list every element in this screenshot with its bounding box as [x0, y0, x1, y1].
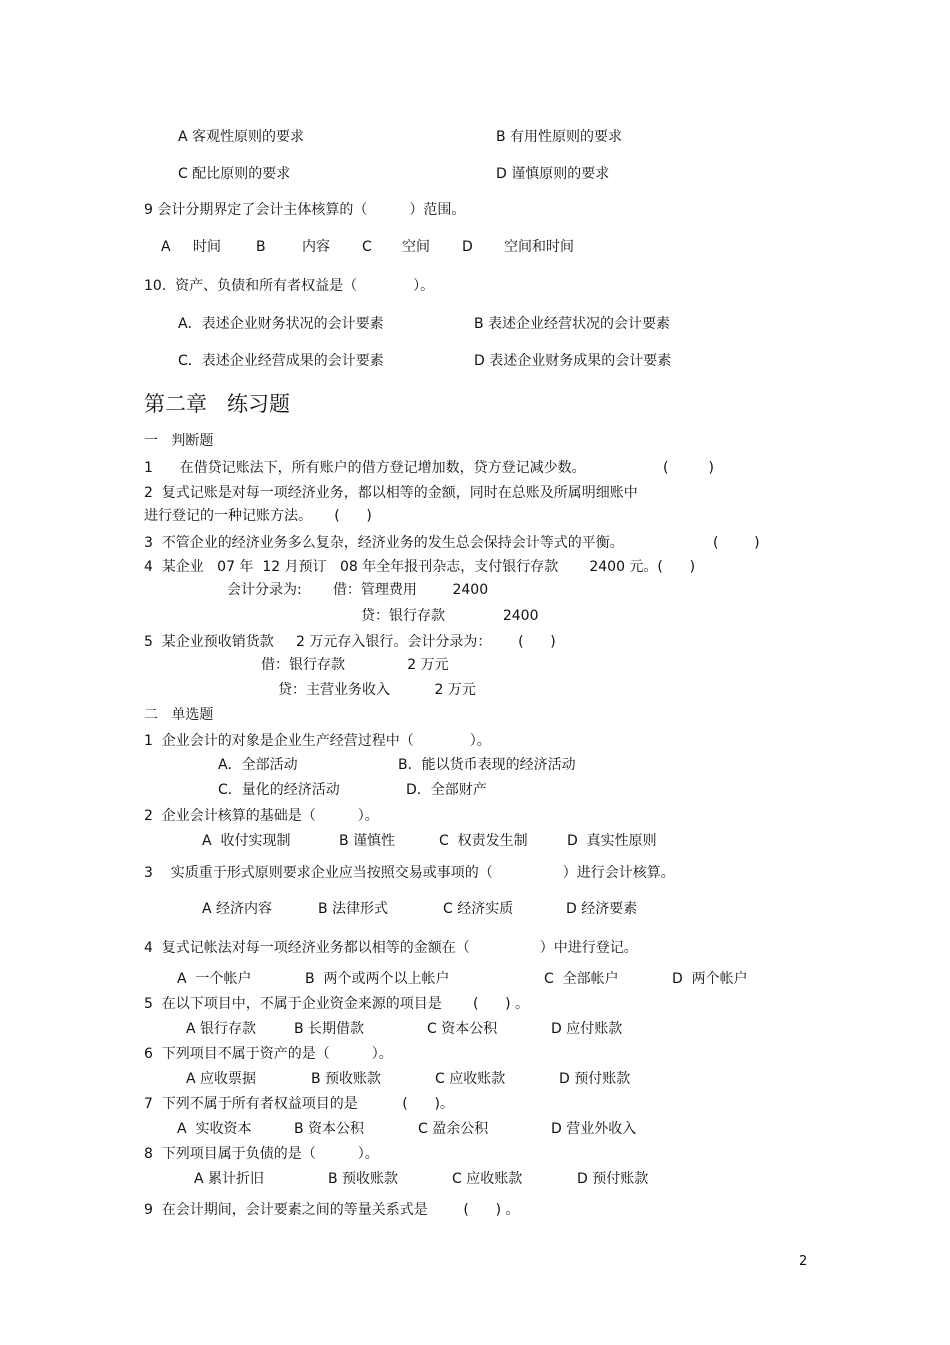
option-text: B．能以货币表现的经济活动	[398, 757, 576, 773]
option-text: A．表述企业财务状况的会计要素	[178, 316, 384, 332]
question-text: 4 某企业 07 年 12 月预订 08 年全年报刊杂志，支付银行存款 2400 元。( )	[144, 559, 696, 575]
answer-paren: ( )	[713, 535, 760, 551]
question-text: 4 复式记帐法对每一项经济业务都以相等的金额在（ ）中进行登记。	[144, 940, 638, 956]
option-text: A 银行存款	[186, 1021, 257, 1037]
option-letter: B	[256, 239, 266, 255]
option-text: A 应收票据	[186, 1071, 257, 1087]
option-text: 内容	[302, 239, 330, 255]
question-text: 10. 资产、负债和所有者权益是（ ）。	[144, 278, 435, 294]
question-text: 9 在会计期间，会计要素之间的等量关系式是 ( ) 。	[144, 1202, 520, 1218]
option-text: B 两个或两个以上帐户	[305, 971, 450, 987]
question-text: 进行登记的一种记账方法。 ( )	[144, 508, 372, 524]
option-text: C 资本公积	[427, 1021, 498, 1037]
question-text: 2 企业会计核算的基础是（ ）。	[144, 808, 379, 824]
option-text: C 经济实质	[443, 901, 514, 917]
option-text: 空间	[402, 239, 430, 255]
question-text: 5 在以下项目中，不属于企业资金来源的项目是 ( ) 。	[144, 996, 530, 1012]
option-text: A 实收资本	[177, 1121, 252, 1137]
option-text: C 应收账款	[452, 1171, 523, 1187]
option-text: A 一个帐户	[177, 971, 252, 987]
option-text: D 营业外收入	[551, 1121, 637, 1137]
option-text: B 表述企业经营状况的会计要素	[474, 316, 671, 332]
entry-text: 贷：主营业务收入 2 万元	[278, 682, 476, 698]
question-text: 9 会计分期界定了会计主体核算的（ ）范围。	[144, 202, 466, 218]
section-heading: 二 单选题	[144, 707, 214, 723]
option-text: B 预收账款	[311, 1071, 382, 1087]
entry-text: 会计分录为: 借：管理费用 2400	[227, 582, 489, 598]
question-text: 1 企业会计的对象是企业生产经营过程中（ ）。	[144, 733, 491, 749]
question-text: 5 某企业预收销货款 2 万元存入银行。会计分录为： ( )	[144, 634, 556, 650]
option-text: 空间和时间	[504, 239, 574, 255]
option-letter: C	[362, 239, 372, 255]
option-text: B 预收账款	[328, 1171, 399, 1187]
option-text: B 长期借款	[294, 1021, 365, 1037]
option-text: D 真实性原则	[567, 833, 657, 849]
option-text: A 收付实现制	[202, 833, 291, 849]
option-text: B 法律形式	[318, 901, 389, 917]
option-text: B 谨慎性	[339, 833, 396, 849]
option-text: B 资本公积	[294, 1121, 365, 1137]
question-text: 3 不管企业的经济业务多么复杂，经济业务的发生总会保持会计等式的平衡。	[144, 535, 624, 551]
option-text: D 经济要素	[566, 901, 638, 917]
entry-text: 借：银行存款 2 万元	[261, 657, 449, 673]
chapter-title: 第二章 练习题	[144, 392, 291, 416]
question-text: 8 下列项目属于负债的是（ ）。	[144, 1146, 379, 1162]
option-text: A 累计折旧	[194, 1171, 265, 1187]
option-text: B 有用性原则的要求	[496, 129, 623, 145]
option-text: C 应收账款	[435, 1071, 506, 1087]
option-text: C 权责发生制	[439, 833, 528, 849]
option-text: C 配比原则的要求	[178, 166, 291, 182]
question-text: 7 下列不属于所有者权益项目的是 ( )。	[144, 1096, 454, 1112]
question-text: 6 下列项目不属于资产的是（ ）。	[144, 1046, 393, 1062]
option-text: A 经济内容	[202, 901, 273, 917]
option-text: 时间	[193, 239, 221, 255]
question-text: 1 在借贷记账法下，所有账户的借方登记增加数，贷方登记减少数。	[144, 460, 586, 476]
section-heading: 一 判断题	[144, 433, 214, 449]
option-text: D 谨慎原则的要求	[496, 166, 610, 182]
option-text: D．全部财产	[406, 782, 487, 798]
option-text: D 表述企业财务成果的会计要素	[474, 353, 672, 369]
option-letter: D	[462, 239, 473, 255]
option-letter: A	[161, 239, 171, 255]
option-text: D 预付账款	[577, 1171, 649, 1187]
option-text: D 两个帐户	[672, 971, 748, 987]
option-text: D 应付账款	[551, 1021, 623, 1037]
option-text: A 客观性原则的要求	[178, 129, 305, 145]
option-text: C 盈余公积	[418, 1121, 489, 1137]
option-text: D 预付账款	[559, 1071, 631, 1087]
option-text: C．量化的经济活动	[218, 782, 340, 798]
question-text: 3 实质重于形式原则要求企业应当按照交易或事项的（ ）进行会计核算。	[144, 865, 675, 881]
question-text: 2 复式记账是对每一项经济业务，都以相等的金额，同时在总账及所属明细账中	[144, 485, 638, 501]
answer-paren: ( )	[663, 460, 714, 476]
entry-text: 贷：银行存款 2400	[361, 608, 539, 624]
option-text: C 全部帐户	[544, 971, 619, 987]
option-text: C．表述企业经营成果的会计要素	[178, 353, 384, 369]
option-text: A．全部活动	[218, 757, 298, 773]
page-number: 2	[799, 1254, 808, 1269]
